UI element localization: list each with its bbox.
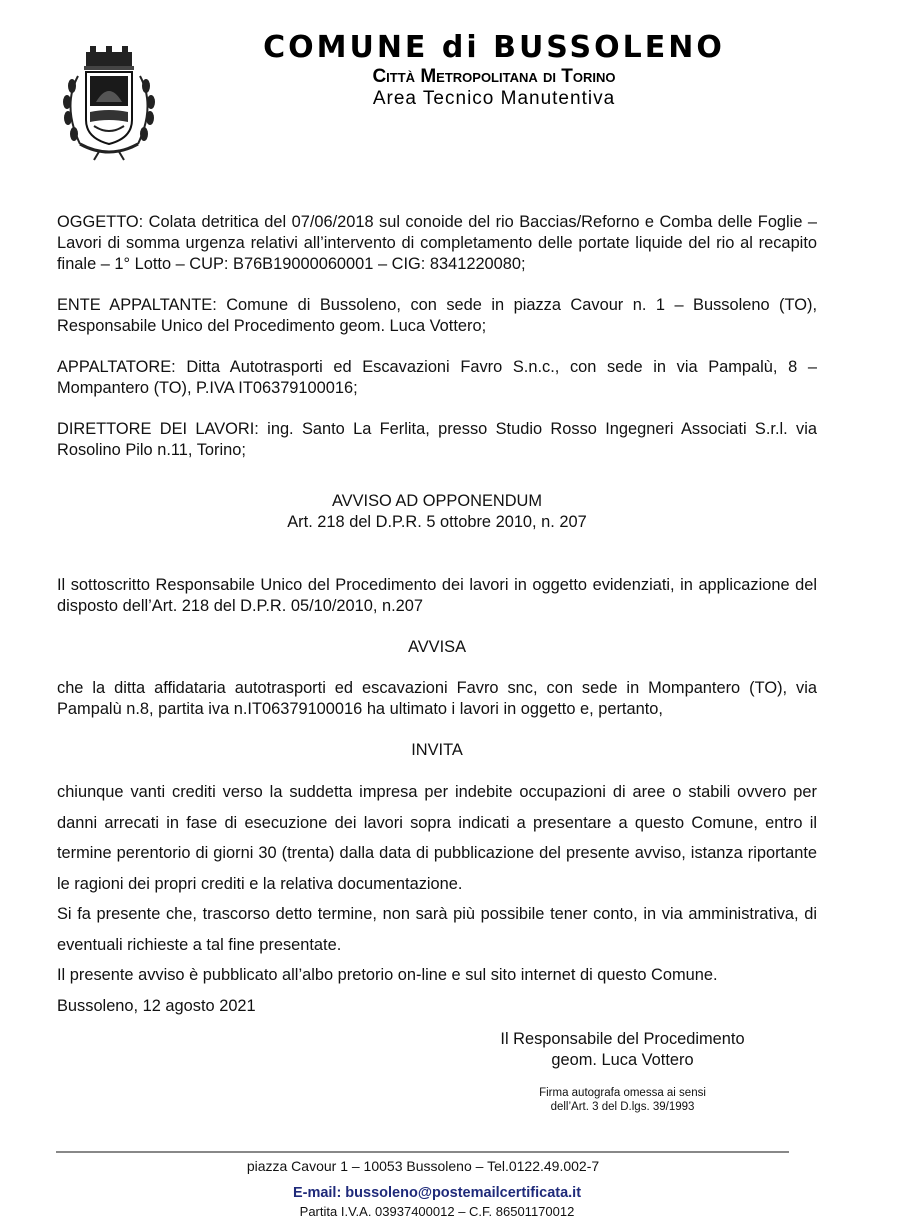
invitation-body [57,777,817,1021]
invita-paragraph: chiunque vanti crediti verso la suddetta impresa per indebite occupazioni di aree o stabili ovvero per danni arrecati in fase di esecuzione dei lavori sopra indicati a presentare a questo Comune, entro il termine perentorio di giorni 30 (trenta) dalla data di pubblicazione del presente avviso, istanza riportante le ragioni dei propri crediti e la relativa documentazione. [57,783,817,893]
date-line: Bussoleno, 12 agosto 2021 [57,996,256,1015]
metropolitan-city: Città Metropolitana di Torino [372,66,616,87]
document-body [57,212,817,1021]
contracting-entity-paragraph: ENTE APPALTANTE: Comune di Bussoleno, con sede in piazza Cavour n. 1 – Bussoleno (TO), Responsabile Unico del Procedimento geom. Luca Vottero; [57,296,817,335]
signer-name: geom. Luca Vottero [551,1051,694,1069]
signature-note-line-1: Firma autografa omessa ai sensi [539,1087,706,1099]
avvisa-paragraph: che la ditta affidataria autotrasporti ed escavazioni Favro snc, con sede in Mompantero (TO), via Pampalù n.8, partita iva n.IT06379100016 ha ultimato i lavori in oggetto e, pertanto, [57,679,817,718]
coat-of-arms-icon [56,46,162,162]
signer-role: Il Responsabile del Procedimento [500,1030,745,1048]
letterhead [0,0,898,170]
signature-note [470,1086,775,1114]
contractor-paragraph: APPALTATORE: Ditta Autotrasporti ed Escavazioni Favro S.n.c., con sede in via Pampalù, 8 – Mompantero (TO), P.IVA IT06379100016; [57,358,817,397]
signature-note-line-2: dell’Art. 3 del D.lgs. 39/1993 [550,1101,695,1113]
intro-paragraph: Il sottoscritto Responsabile Unico del Procedimento dei lavori in oggetto evidenziati, in applicazione del disposto dell’Art. 218 del D.P.R. 05/10/2010, n.207 [57,576,817,615]
signature-block [470,1029,775,1071]
note-paragraph: Si fa presente che, trascorso detto termine, non sarà più possibile tener conto, in via amministrativa, di eventuali richieste a tal fine presentate. [57,905,817,954]
invita-label: INVITA [411,741,463,759]
footer-address: piazza Cavour 1 – 10053 Bussoleno – Tel.0122.49.002-7 [246,1158,600,1174]
footer-divider [56,1151,789,1153]
avvisa-label: AVVISA [408,638,466,656]
notice-reference: Art. 218 del D.P.R. 5 ottobre 2010, n. 207 [287,513,587,531]
publication-paragraph: Il presente avviso è pubblicato all’albo pretorio on-line e sul sito internet di questo Comune. [57,966,718,984]
works-director-paragraph: DIRETTORE DEI LAVORI: ing. Santo La Ferlita, presso Studio Rosso Ingegneri Associati S.r.l. via Rosolino Pilo n.11, Torino; [57,420,817,459]
department-name: Area Tecnico Manutentiva [372,88,616,109]
notice-title: AVVISO AD OPPONENDUM [331,492,543,510]
subject-paragraph: OGGETTO: Colata detritica del 07/06/2018 sul conoide del rio Baccias/Reforno e Comba delle Foglie – Lavori di somma urgenza relativi all’intervento di completamento delle portate liquide del rio al recapito finale – 1° Lotto – CUP: B76B19000060001 – CIG: 8341220080; [57,213,817,273]
municipality-title: COMUNE di BUSSOLENO [263,30,725,65]
footer-email[interactable]: E-mail: bussoleno@postemailcertificata.it [292,1185,582,1201]
footer-tax-ids: Partita I.V.A. 03937400012 – C.F. 86501170012 [299,1204,575,1219]
notice-heading [57,491,817,533]
